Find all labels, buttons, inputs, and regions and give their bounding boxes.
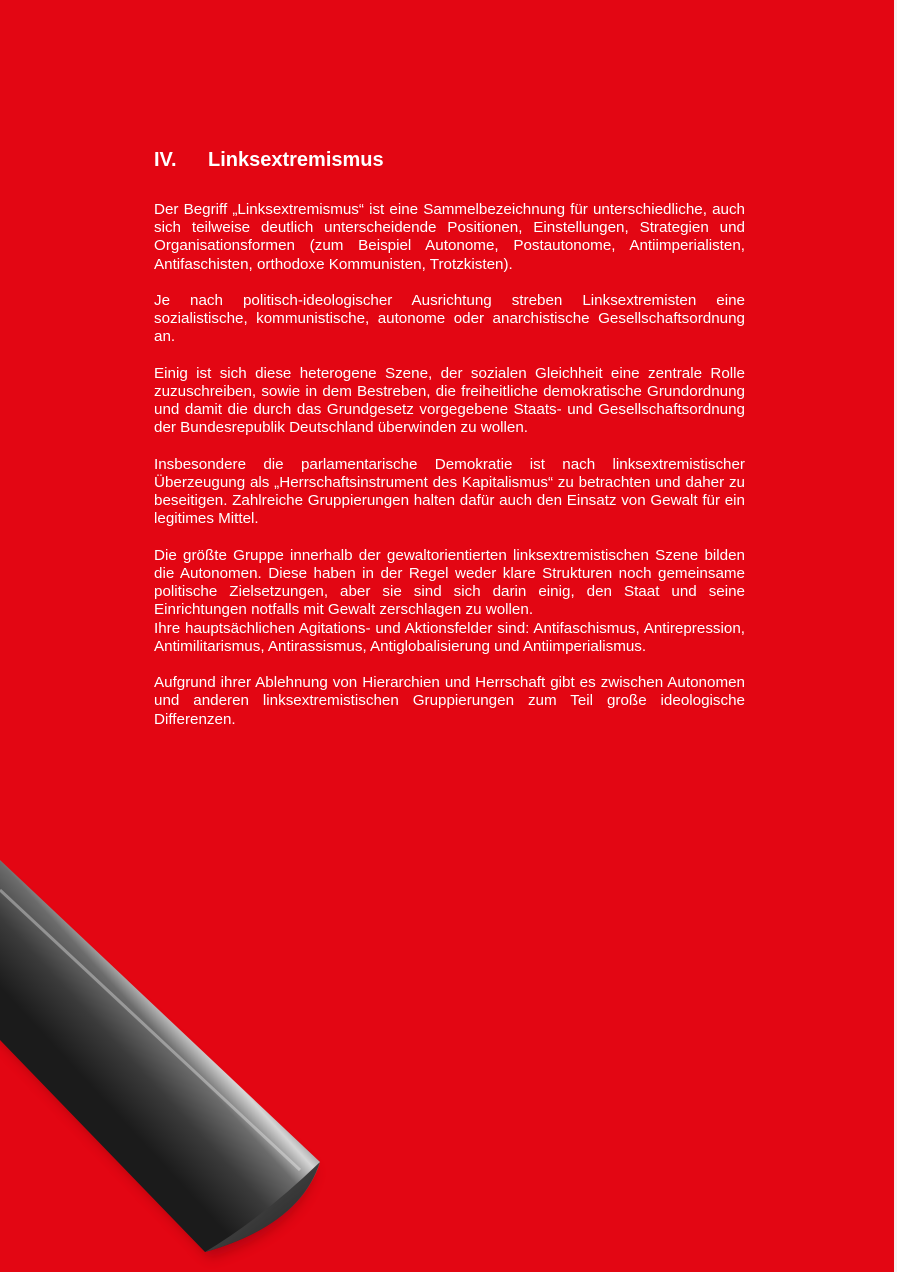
section-number: IV. <box>154 149 177 171</box>
paragraph-equality: Einig ist sich diese heterogene Szene, der sozialen Gleichheit eine zentrale Rolle zuzuschreiben, sowie in dem Bestreben, die freiheitliche demokratische Grundordnung und damit die durch das Grundgesetz vorgegebene Staats- und Gesellschaftsordnung der Bundesrepublik Deutschland überwinden zu wollen. <box>154 364 745 437</box>
section-title: Linksextremismus <box>208 149 384 171</box>
page-edge <box>894 0 897 1272</box>
paragraph-differences: Aufgrund ihrer Ablehnung von Hierarchien und Herrschaft gibt es zwischen Autonomen und anderen linksextremistischen Gruppierungen zum Teil große ideologische Differenzen. <box>154 674 745 728</box>
paragraph-autonomous: Die größte Gruppe innerhalb der gewaltorientierten linksextremistischen Szene bilden die Autonomen. Diese haben in der Regel weder klare Strukturen noch gemeinsame politische Zielsetzungen, aber sie sind sich darin einig, den Staat und seine Einrichtungen notfalls mit Gewalt zerschlagen zu wollen. <box>154 546 745 619</box>
paragraph-democracy: Insbesondere die parlamentarische Demokratie ist nach linksextremistischer Überzeugung als „Herrschaftsinstrument des Kapitalismus“ zu betrachten und daher zu beseitigen. Zahlreiche Gruppierungen halten dafür auch den Einsatz von Gewalt für ein legitimes Mittel. <box>154 455 745 528</box>
paragraph-action-fields: Ihre hauptsächlichen Agitations- und Aktionsfelder sind: Antifaschismus, Antirepression, Antimilitarismus, Antirassismus, Antiglobalisierung und Antiimperialismus. <box>154 619 745 655</box>
paragraph-ideology: Je nach politisch-ideologischer Ausrichtung streben Linksextremisten eine sozialistische, kommunistische, autonome oder anarchistische Gesellschaftsordnung an. <box>154 292 745 346</box>
paragraph-definition: Der Begriff „Linksextremismus“ ist eine Sammelbezeichnung für unterschiedliche, auch sich teilweise deutlich unterscheidende Positionen, Einstellungen, Strategien und Organisationsformen (zum Beispiel Autonome, Postautonome, Antiimperialisten, Antifaschisten, orthodoxe Kommunisten, Trotzkisten). <box>154 201 745 273</box>
